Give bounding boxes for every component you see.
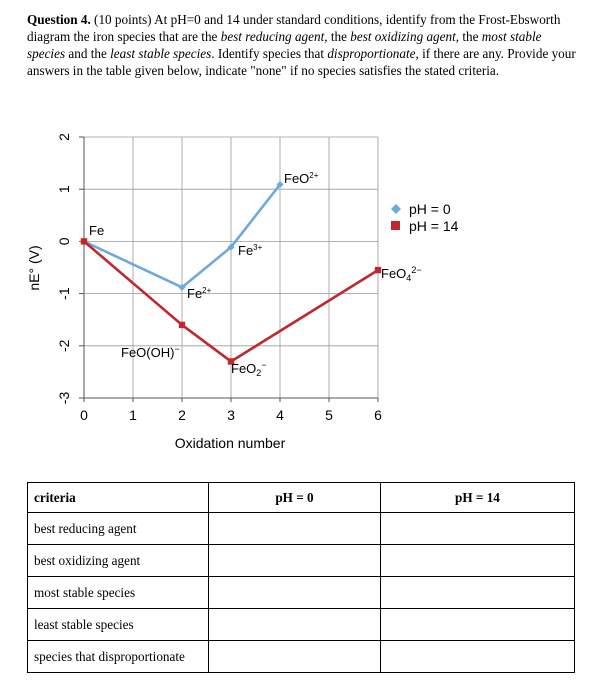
answer-cell-ph14[interactable] bbox=[380, 545, 574, 577]
answer-cell-ph0[interactable] bbox=[209, 545, 381, 577]
legend-marker-ph0 bbox=[391, 204, 401, 214]
question-text-part: , the bbox=[455, 29, 482, 44]
x-tick-label: 1 bbox=[129, 407, 137, 423]
table-row bbox=[28, 641, 575, 673]
table-row bbox=[28, 513, 575, 545]
legend-marker-ph14 bbox=[391, 221, 400, 230]
species-label-fe2: $Fe^{2+}$ bbox=[187, 286, 212, 301]
species-label-feooh: FeO(OH)− bbox=[121, 344, 180, 360]
y-tick-label: 2 bbox=[56, 133, 72, 141]
table-header-row bbox=[28, 483, 575, 513]
term-least-stable: least stable species bbox=[110, 46, 212, 61]
species-label-feo2plus: FeO$^{2+}$ bbox=[284, 171, 319, 186]
question-text-part: , the bbox=[324, 29, 351, 44]
x-axis-label: Oxidation number bbox=[174, 435, 286, 451]
x-tick-label: 0 bbox=[80, 407, 88, 423]
question-points: (10 points) bbox=[94, 12, 152, 27]
y-tick-label: -3 bbox=[56, 391, 72, 405]
species-label-feo2: FeO$_2$− bbox=[231, 360, 267, 378]
table-row bbox=[28, 545, 575, 577]
criteria-cell: most stable species bbox=[28, 577, 209, 609]
header-criteria: criteria bbox=[28, 483, 209, 513]
data-point-ph14 bbox=[179, 322, 185, 328]
question-text-part: and the bbox=[65, 46, 111, 61]
y-axis-label: nE° (V) bbox=[26, 245, 42, 291]
data-point-ph14 bbox=[81, 238, 87, 244]
answer-cell-ph0[interactable] bbox=[209, 577, 381, 609]
chart-legend bbox=[391, 201, 459, 234]
y-tick-label: -1 bbox=[56, 287, 72, 300]
answer-cell-ph14[interactable] bbox=[380, 577, 574, 609]
question-number: Question 4. bbox=[27, 12, 91, 27]
question-text-part: At pH=0 and 14 under standard conditions, identify from the Frost-Ebsworth diagram the iron species that are the bbox=[27, 12, 561, 44]
x-tick-label: 4 bbox=[276, 407, 284, 423]
term-best-reducing: best reducing agent bbox=[220, 29, 325, 44]
x-tick-label: 3 bbox=[227, 407, 235, 423]
species-label-fe: Fe bbox=[89, 223, 105, 238]
y-tick-label: -2 bbox=[56, 339, 72, 353]
table-row bbox=[28, 577, 575, 609]
term-disproportionate: disproportionate bbox=[327, 46, 416, 61]
x-tick-label: 5 bbox=[325, 407, 333, 423]
y-tick-label: 1 bbox=[56, 185, 72, 194]
question-text-part: . Identify species that bbox=[211, 46, 328, 61]
x-tick-label: 2 bbox=[178, 407, 186, 423]
criteria-cell: best reducing agent bbox=[28, 513, 209, 545]
criteria-cell: species that disproportionate bbox=[28, 641, 209, 673]
answer-cell-ph14[interactable] bbox=[380, 609, 574, 641]
criteria-cell: least stable species bbox=[28, 609, 209, 641]
answer-table bbox=[27, 482, 575, 673]
answer-cell-ph0[interactable] bbox=[209, 513, 381, 545]
species-label-fe3: $Fe^{3+}$ bbox=[238, 243, 263, 258]
criteria-cell: best oxidizing agent bbox=[28, 545, 209, 577]
term-best-oxidizing: best oxidizing agent bbox=[350, 29, 456, 44]
answer-cell-ph0[interactable] bbox=[209, 609, 381, 641]
answer-cell-ph14[interactable] bbox=[380, 641, 574, 673]
legend-label-ph14: pH = 14 bbox=[409, 218, 459, 234]
y-tick-label: 0 bbox=[56, 237, 72, 246]
header-ph0: pH = 0 bbox=[209, 483, 381, 513]
table-row bbox=[28, 609, 575, 641]
species-label-feo4: FeO$_4^{2-}$ bbox=[381, 265, 422, 283]
answer-cell-ph0[interactable] bbox=[209, 641, 381, 673]
chart-tick-labels bbox=[56, 133, 382, 423]
header-ph14: pH = 14 bbox=[380, 483, 574, 513]
question-text-part: , if there are any. Provide your answers in the table given below, indicate "none" if no species satisfies the stated criteria. bbox=[27, 46, 576, 78]
answer-cell-ph14[interactable] bbox=[380, 513, 574, 545]
term-most-stable: most stable species bbox=[27, 29, 542, 61]
x-tick-label: 6 bbox=[374, 407, 382, 423]
legend-label-ph0: pH = 0 bbox=[409, 201, 451, 217]
